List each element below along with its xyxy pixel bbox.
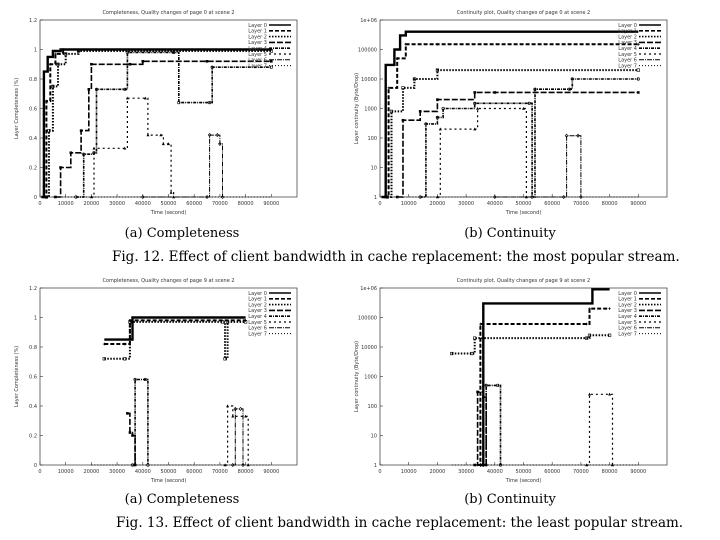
y-tick-label: 0.4 [29, 404, 37, 410]
y-tick-label: 10 [370, 165, 377, 172]
continuity-plot-fig12 [340, 0, 720, 222]
data-point-marker [129, 63, 132, 66]
y-tick-label: 1 [33, 315, 37, 322]
x-tick-label: 90000 [263, 469, 280, 475]
x-tick-label: 20000 [83, 201, 100, 207]
chart-svg [340, 278, 720, 490]
data-point-marker [142, 60, 145, 63]
legend-label: Layer 2 [618, 34, 637, 41]
legend-label: Layer 7 [248, 63, 267, 70]
y-tick-label: 100000 [357, 315, 377, 322]
series-line-layer-3 [55, 61, 271, 197]
x-tick-label: 70000 [211, 469, 228, 475]
chart-svg [0, 278, 360, 490]
series-line-layer-2 [387, 70, 638, 197]
x-tick-label: 30000 [458, 469, 475, 475]
series-line-layer-5 [437, 109, 526, 198]
x-tick-label: 20000 [83, 469, 100, 475]
series-line-layer-5 [225, 406, 248, 465]
legend-label: Layer 3 [248, 308, 267, 315]
x-tick-label: 0 [378, 201, 382, 207]
y-axis-label: Layer continuity (Byte/Drop) [354, 340, 360, 413]
y-tick-label: 1 [373, 195, 377, 201]
subcaption-fig13-a: (a) Completeness [124, 492, 240, 507]
data-point-marker [419, 110, 422, 113]
x-tick-label: 70000 [211, 201, 228, 207]
data-point-marker [270, 60, 273, 63]
data-point-marker [162, 142, 165, 145]
x-tick-label: 50000 [515, 469, 532, 475]
x-tick-label: 50000 [160, 201, 177, 207]
x-tick-label: 80000 [237, 469, 254, 475]
legend-label: Layer 6 [618, 325, 637, 332]
data-point-marker [637, 69, 640, 72]
x-tick-label: 10000 [400, 469, 417, 475]
legend-label: Layer 3 [248, 40, 267, 47]
series-line-layer-4 [133, 380, 148, 466]
data-point-marker [131, 434, 134, 437]
subcaption-fig12-a: (a) Completeness [124, 226, 240, 241]
x-tick-label: 60000 [186, 201, 203, 207]
continuity-plot-fig13 [340, 278, 720, 490]
series-line-layer-3 [397, 92, 638, 197]
y-axis-label: Layer Completeness (%) [14, 77, 20, 140]
series-line-layer-3 [127, 413, 135, 465]
y-tick-label: 0.8 [29, 345, 37, 351]
y-tick-label: 1.2 [29, 286, 37, 292]
subcaption-fig12-b: (b) Continuity [464, 226, 556, 241]
x-tick-label: 10000 [57, 201, 74, 207]
legend-label: Layer 2 [248, 302, 267, 309]
y-axis-label: Layer Completeness (%) [14, 345, 20, 408]
legend-label: Layer 4 [248, 314, 267, 320]
x-tick-label: 20000 [429, 469, 446, 475]
x-tick-label: 70000 [572, 469, 589, 475]
x-tick-label: 50000 [160, 469, 177, 475]
legend-label: Layer 5 [248, 51, 267, 58]
y-tick-label: 10 [370, 433, 377, 440]
legend-label: Layer 7 [618, 331, 637, 338]
chart-title: Completeness, Quality changes of page 9 at scene 2 [102, 278, 235, 284]
data-point-marker [170, 191, 173, 194]
x-tick-label: 0 [378, 469, 382, 475]
x-axis-label: Time (second) [150, 210, 187, 216]
legend-label: Layer 7 [618, 63, 637, 70]
x-tick-label: 30000 [109, 469, 126, 475]
series-line-layer-4 [483, 385, 500, 465]
data-point-marker [231, 415, 234, 418]
data-point-marker [494, 91, 497, 94]
x-tick-label: 80000 [237, 201, 254, 207]
x-tick-label: 10000 [57, 469, 74, 475]
x-tick-label: 90000 [263, 201, 280, 207]
data-point-marker [637, 91, 640, 94]
x-tick-label: 0 [38, 201, 42, 207]
legend-label: Layer 0 [248, 290, 267, 297]
data-point-marker [608, 393, 611, 396]
x-tick-label: 80000 [601, 201, 618, 207]
y-tick-label: 0.6 [29, 374, 37, 381]
series-line-layer-5 [91, 98, 173, 197]
y-axis-label: Layer continuity (Byte/Drop) [354, 72, 360, 145]
series-line-layer-2 [452, 335, 610, 353]
legend-label: Layer 2 [248, 34, 267, 41]
series-line-layer-1 [44, 50, 271, 198]
legend-label: Layer 1 [248, 296, 267, 303]
x-tick-label: 10000 [400, 201, 417, 207]
legend-label: Layer 4 [248, 46, 267, 52]
chart-title: Completeness, Quality changes of page 0 at scene 2 [102, 10, 235, 16]
data-point-marker [473, 464, 476, 467]
series-line-layer-0 [41, 50, 271, 198]
y-tick-label: 100000 [357, 47, 377, 54]
legend-label: Layer 1 [248, 28, 267, 35]
x-tick-label: 40000 [486, 469, 503, 475]
y-tick-label: 1 [33, 47, 37, 54]
data-point-marker [588, 393, 591, 396]
figure-caption-fig12: Fig. 12. Effect of client bandwidth in cache replacement: the most popular stream. [112, 249, 680, 265]
y-tick-label: 10000 [361, 77, 377, 83]
series-line-layer-6 [233, 409, 243, 465]
y-tick-label: 0 [33, 463, 37, 469]
legend-label: Layer 7 [248, 331, 267, 338]
x-tick-label: 0 [38, 469, 42, 475]
y-tick-label: 1000 [364, 106, 377, 113]
chart-svg [340, 0, 720, 222]
data-point-marker [59, 166, 62, 169]
legend-label: Layer 6 [248, 325, 267, 332]
y-tick-label: 0.2 [29, 165, 37, 172]
x-tick-label: 30000 [458, 201, 475, 207]
x-tick-label: 40000 [134, 201, 151, 207]
data-point-marker [146, 133, 149, 136]
data-point-marker [90, 63, 93, 66]
data-point-marker [88, 88, 91, 91]
y-tick-label: 100 [367, 404, 377, 410]
legend-label: Layer 3 [618, 308, 637, 315]
y-tick-label: 0.2 [29, 433, 37, 440]
x-tick-label: 60000 [544, 201, 561, 207]
chart-title: Continuity plot, Quality changes of page 9 at scene 2 [456, 278, 591, 284]
legend-label: Layer 1 [618, 28, 637, 35]
legend-label: Layer 2 [618, 302, 637, 309]
y-tick-label: 0.4 [29, 136, 37, 142]
x-tick-label: 90000 [630, 201, 647, 207]
x-tick-label: 40000 [486, 201, 503, 207]
series-line-layer-5 [587, 394, 613, 465]
y-tick-label: 0.6 [29, 106, 37, 113]
series-line-layer-4 [76, 52, 271, 197]
chart-svg [0, 0, 360, 222]
legend-label: Layer 0 [618, 290, 637, 297]
x-axis-label: Time (second) [505, 210, 542, 216]
series-line-layer-2 [46, 51, 271, 197]
x-tick-label: 30000 [109, 201, 126, 207]
completeness-plot-fig12 [0, 0, 360, 222]
series-line-layer-4 [420, 79, 638, 197]
data-point-marker [70, 151, 73, 154]
data-point-marker [476, 391, 479, 394]
legend-label: Layer 1 [618, 296, 637, 303]
y-tick-label: 1000 [364, 374, 377, 381]
data-point-marker [476, 107, 479, 110]
y-tick-label: 10000 [361, 345, 377, 351]
data-point-marker [436, 98, 439, 101]
data-point-marker [608, 307, 611, 310]
data-point-marker [473, 91, 476, 94]
y-tick-label: 0 [33, 195, 37, 201]
x-tick-label: 20000 [429, 201, 446, 207]
legend-label: Layer 6 [618, 57, 637, 64]
y-tick-label: 1e+06 [360, 286, 377, 292]
x-tick-label: 40000 [134, 469, 151, 475]
x-tick-label: 80000 [601, 469, 618, 475]
legend-label: Layer 6 [248, 57, 267, 64]
legend-label: Layer 0 [248, 22, 267, 29]
legend-label: Layer 0 [618, 22, 637, 29]
series-line-layer-6 [495, 136, 581, 197]
legend-label: Layer 5 [618, 319, 637, 326]
data-point-marker [129, 431, 132, 434]
data-point-marker [482, 396, 485, 399]
legend-label: Layer 5 [248, 319, 267, 326]
legend-label: Layer 4 [618, 314, 637, 320]
y-tick-label: 0.8 [29, 77, 37, 83]
y-tick-label: 1 [373, 463, 377, 469]
figure-caption-fig13: Fig. 13. Effect of client bandwidth in cache replacement: the least popular stream. [116, 515, 684, 531]
y-tick-label: 1.2 [29, 18, 37, 24]
legend-label: Layer 4 [618, 46, 637, 52]
series-line-layer-6 [143, 135, 223, 197]
data-point-marker [80, 129, 83, 132]
data-point-marker [126, 412, 129, 415]
data-point-marker [206, 60, 209, 63]
data-point-marker [226, 404, 229, 407]
chart-title: Continuity plot, Quality changes of page 0 at scene 2 [456, 10, 591, 16]
x-axis-label: Time (second) [150, 478, 187, 484]
x-tick-label: 60000 [186, 469, 203, 475]
legend-label: Layer 5 [618, 51, 637, 58]
x-tick-label: 70000 [572, 201, 589, 207]
x-tick-label: 90000 [630, 469, 647, 475]
data-point-marker [402, 119, 405, 122]
series-line-layer-1 [384, 44, 638, 197]
y-tick-label: 1e+06 [360, 18, 377, 24]
x-tick-label: 60000 [544, 469, 561, 475]
data-point-marker [92, 147, 95, 150]
completeness-plot-fig13 [0, 278, 360, 490]
x-tick-label: 50000 [515, 201, 532, 207]
x-axis-label: Time (second) [505, 478, 542, 484]
y-tick-label: 100 [367, 136, 377, 142]
subcaption-fig13-b: (b) Continuity [464, 492, 556, 507]
legend-label: Layer 3 [618, 40, 637, 47]
